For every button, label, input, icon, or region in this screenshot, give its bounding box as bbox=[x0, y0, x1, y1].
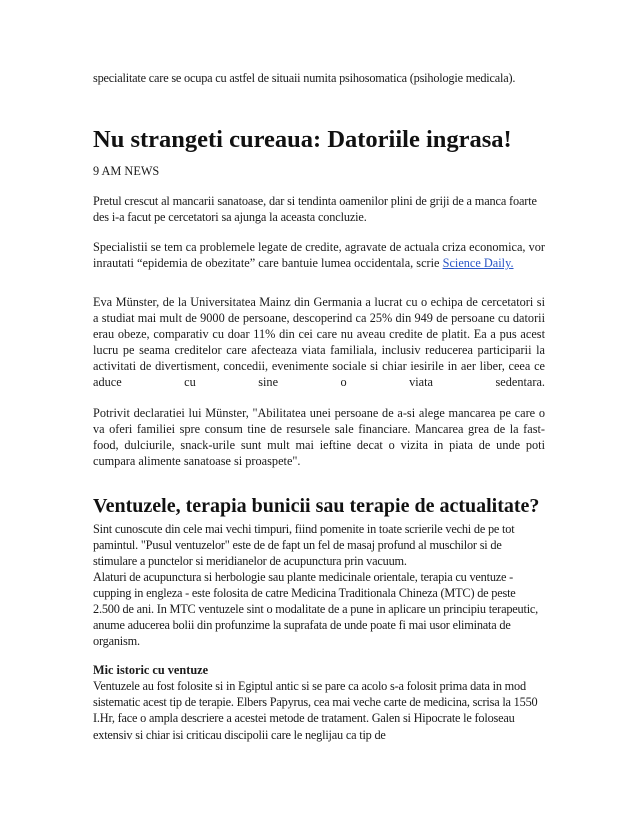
article-paragraph: Sint cunoscute din cele mai vechi timpuri, fiind pomenite in toate scrierile vechi de pe tot pamintul. "Pusul ventuzelor" este de de fapt un fel de masaj profund al muschilor si de stimulare a punctelor si meridianelor de acupunctura prin vacuum. bbox=[93, 521, 515, 568]
article-paragraph: Alaturi de acupunctura si herbologie sau plante medicinale orientale, terapia cu ventuze - cupping in engleza - este folosita de catre Medicina Traditionala Chineza (MTC) de peste 2.500 de ani. In MTC ventuzele sint o modalitate de a pune in aplicare un principiu terapeutic, anume aducerea bolii din profunzime la suprafata de unde poate fi mai usor eliminata de organism. bbox=[93, 569, 539, 649]
article-source: 9 AM NEWS bbox=[93, 164, 160, 179]
article-title: Nu strangeti cureaua: Datoriile ingrasa! bbox=[93, 126, 512, 154]
article-paragraph-with-link bbox=[93, 239, 545, 271]
article-paragraph: Ventuzele au fost folosite si in Egiptul antic si se pare ca acolo s-a folosit prima data in mod sistematic acest tip de terapie. Elbers Papyrus, cea mai veche carte de medicina, scrisa la 1550 I.Hr, face o ampla descriere a acestei metode de tratament. Galen si Hipocrate le foloseau extensiv si chiar isi criticau discipolii care le neglijau ca tip de bbox=[93, 679, 538, 742]
article-paragraph: Potrivit declaratiei lui Münster, "Abilitatea unei persoane de a-si alege mancarea pe care o va oferi familiei spre consum tine de resursele sale financiare. Mancarea grea de la fast-food, dulciurile, snack-urile sunt mult mai ieftine decat o vizita in piata de unde poti cumpara alimente sanatoase si proaspete". bbox=[93, 406, 545, 469]
intro-paragraph: specialitate care se ocupa cu astfel de situaii numita psihosomatica (psihologie medicala). bbox=[93, 71, 516, 85]
document-page bbox=[93, 70, 545, 743]
section-subheading: Mic istoric cu ventuze bbox=[93, 663, 209, 678]
paragraph-text: Specialistii se tem ca problemele legate de credite, agravate de actuala criza economica, vor inrautati “epidemia de obezitate” care bantuie lumea occidentala, scrie bbox=[93, 240, 545, 271]
article-paragraph: Pretul crescut al mancarii sanatoase, dar si tendinta oamenilor plini de griji de a manca foarte des i-a facut pe cercetatori sa ajunga la aceasta concluzie. bbox=[93, 194, 537, 225]
article-paragraph: Eva Münster, de la Universitatea Mainz din Germania a lucrat cu o echipa de cercetatori si a studiat mai mult de 9000 de persoane, descoperind ca 25% din 949 de persoane cu datorii erau obeze, comparativ cu doar 11% din cei care nu aveau credite de platit. Ea a pus acest lucru pe seama creditelor care afecteaza viata familiala, inclusiv reducerea participarii la activitati de divertisment, concedii, evenimente sociale si chiar iesirile in aer liber, ceea ce aduce cu sine o viata sedentara. bbox=[93, 294, 545, 390]
article-title: Ventuzele, terapia bunicii sau terapie de actualitate? bbox=[93, 494, 540, 517]
science-daily-link[interactable]: Science Daily. bbox=[442, 256, 514, 271]
